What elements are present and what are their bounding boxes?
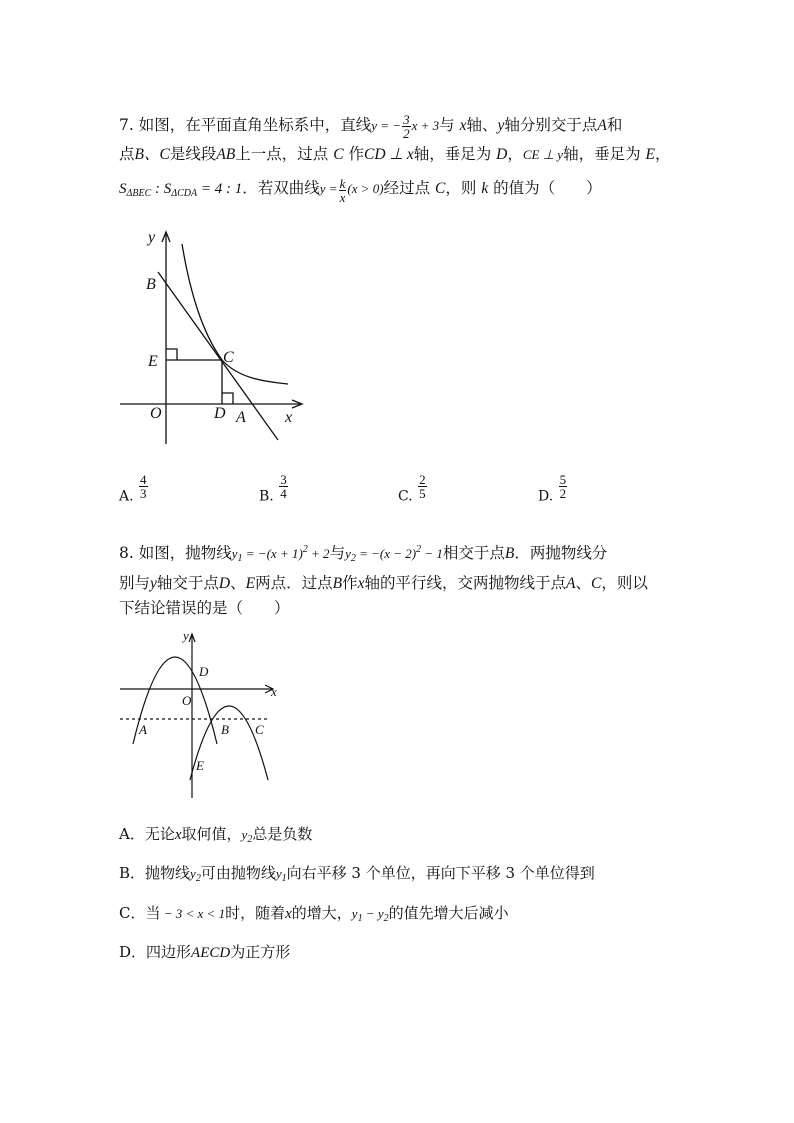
q8-text: 、 [575, 574, 591, 592]
label-d: D [214, 405, 226, 422]
symbol: E [645, 146, 656, 163]
option-text: 的值先增大后减小 [388, 904, 509, 922]
option-text: C．当 [119, 904, 161, 922]
option-fraction: $\frac{2}{5}$ [419, 472, 426, 501]
symbol: y [497, 117, 505, 134]
q8-text: 如图，抛物线 [138, 544, 232, 562]
q8-text: 相交于点 [442, 544, 505, 562]
q8-figure [115, 630, 285, 805]
right-angle-d [222, 393, 233, 404]
label-x: x [285, 409, 293, 426]
q8-option-c[interactable] [119, 902, 509, 924]
q7-option-a[interactable] [119, 473, 149, 505]
q7-text: ．若双曲线 [242, 179, 320, 197]
symbol: x [285, 906, 292, 922]
symbol: C [591, 575, 602, 592]
q8-text: 下结论错误的是（ ） [119, 599, 290, 617]
q7-option-c[interactable] [398, 473, 428, 505]
q7-text: 轴分别交于点 [504, 116, 598, 134]
symbol: C [435, 180, 446, 197]
symbol: x [357, 575, 365, 592]
label-c: C [223, 349, 234, 366]
option-label: B. [259, 488, 274, 505]
q7-line-2 [119, 142, 671, 164]
option-label: D. [538, 488, 554, 505]
q7-line-1 [119, 113, 622, 140]
option-text: 总是负数 [252, 825, 313, 843]
q8-text: 、 [230, 574, 246, 592]
symbol: D [218, 575, 231, 592]
symbol: D [496, 146, 508, 163]
symbol: C [333, 146, 344, 163]
q8-text: ．两抛物线分 [514, 544, 608, 562]
option-label: C. [398, 488, 413, 505]
symbol: B、C [134, 146, 170, 163]
q7-figure [110, 222, 310, 452]
symbol: E [245, 575, 256, 592]
q8-text: 与 [329, 544, 346, 562]
q7-text: 和 [606, 116, 623, 134]
option-text: 可由抛物线 [200, 864, 276, 882]
q7-text: 作 [348, 145, 365, 163]
q7-text: 点 [119, 145, 135, 163]
option-text: A．无论 [119, 825, 175, 843]
label-a: A [139, 722, 147, 737]
symbol: AB [216, 146, 236, 163]
symbol: x [174, 827, 182, 843]
label-d: D [199, 664, 209, 679]
q8-number: 8. [119, 544, 134, 562]
option-fraction: $\frac{3}{4}$ [280, 472, 287, 501]
fraction: $\frac{3}{2}$ [403, 112, 410, 142]
option-text: 的增大， [291, 904, 352, 922]
q8-line-2 [119, 571, 648, 593]
symbol: AECD [191, 945, 231, 961]
label-x: x [271, 684, 277, 699]
symbol: B [332, 575, 343, 592]
q8-text: 作 [342, 574, 358, 592]
symbol-y2: $y_2$ [241, 827, 253, 845]
label-e: E [148, 353, 158, 370]
q8-text: 轴的平行线，交两抛物线于点 [364, 574, 567, 592]
symbol: B [504, 545, 515, 562]
q7-text: 与 [439, 116, 455, 134]
q7-number: 7. [119, 116, 134, 134]
q7-text: 经过点 [383, 179, 431, 197]
parabola-2-equation: $y_2 = -(x - 2)^2 - 1$ [345, 544, 443, 564]
label-e: E [196, 758, 204, 773]
symbol: k [481, 180, 489, 197]
option-text: 时，随着 [225, 904, 286, 922]
q7-text: ，则 [445, 179, 477, 197]
q8-text: 别与 [119, 574, 151, 592]
right-angle-e [166, 349, 177, 360]
q7-text: 是线段 [169, 145, 217, 163]
option-text: D．四边形 [119, 943, 192, 961]
q7-option-d[interactable] [538, 473, 568, 505]
q7-text: 轴，垂足为 [413, 145, 492, 163]
expression-y1-minus-y2: $y_1 - y_2$ [351, 906, 389, 924]
label-y: y [148, 229, 156, 246]
symbol-y2: $y_2$ [190, 866, 201, 884]
label-c: C [255, 722, 264, 737]
label-o: O [182, 693, 192, 708]
inequality: − 3 < x < 1 [160, 906, 226, 921]
fraction: $\frac{k}{x}$ [339, 175, 346, 205]
symbol: x [459, 117, 467, 134]
q8-option-b[interactable] [119, 862, 595, 884]
label-b: B [146, 276, 156, 293]
q7-text: 轴、 [466, 116, 498, 134]
q7-line-equation: y = − $\frac{3}{2}$ x + 3 [371, 112, 440, 142]
label-y: y [183, 630, 189, 643]
q7-option-b[interactable] [259, 473, 289, 505]
q8-text: 轴交于点 [156, 574, 219, 592]
option-text: B．抛物线 [119, 864, 191, 882]
parabola-1-equation: $y_1 = -(x + 1)^2 + 2$ [231, 544, 330, 564]
symbol: A [566, 575, 576, 592]
q7-text: ， [507, 145, 523, 163]
q8-option-d[interactable] [119, 941, 290, 962]
option-text: 取何值， [181, 825, 242, 843]
option-fraction: $\frac{4}{3}$ [140, 472, 147, 501]
hyperbola-curve [182, 244, 288, 384]
label-o: O [150, 405, 162, 422]
symbol: CE ⊥ y [522, 147, 564, 162]
symbol: y [150, 575, 157, 592]
symbol-y1: $y_1$ [275, 866, 287, 884]
q7-text: 的值为（ ） [493, 179, 602, 197]
option-label: A. [119, 488, 134, 505]
hyperbola-equation: y = $\frac{k}{x}$ (x > 0) [319, 175, 384, 205]
option-fraction: $\frac{5}{2}$ [559, 472, 567, 501]
area-ratio: $S_{\Delta BEC}$ : $S_{\Delta CDA} = 4$ : 1 [119, 181, 243, 199]
symbol: CD ⊥ x [364, 146, 414, 163]
q8-option-a[interactable] [119, 823, 312, 845]
q7-line-3 [119, 176, 602, 204]
label-b: B [221, 722, 229, 737]
q8-text: ，则以 [601, 574, 648, 592]
q7-text: 上一点，过点 [235, 145, 329, 163]
q8-line-3 [119, 596, 290, 618]
option-text: 向右平移 3 个单位，再向下平移 3 个单位得到 [286, 864, 595, 882]
q7-text: 轴，垂足为 [563, 145, 641, 163]
label-a: A [236, 409, 246, 426]
symbol: A [597, 117, 607, 134]
option-text: 为正方形 [230, 943, 291, 961]
q7-text: 如图，在平面直角坐标系中，直线 [138, 116, 372, 134]
q7-text: ， [655, 145, 671, 163]
q8-line-1 [119, 541, 607, 564]
q8-text: 两点．过点 [255, 574, 333, 592]
